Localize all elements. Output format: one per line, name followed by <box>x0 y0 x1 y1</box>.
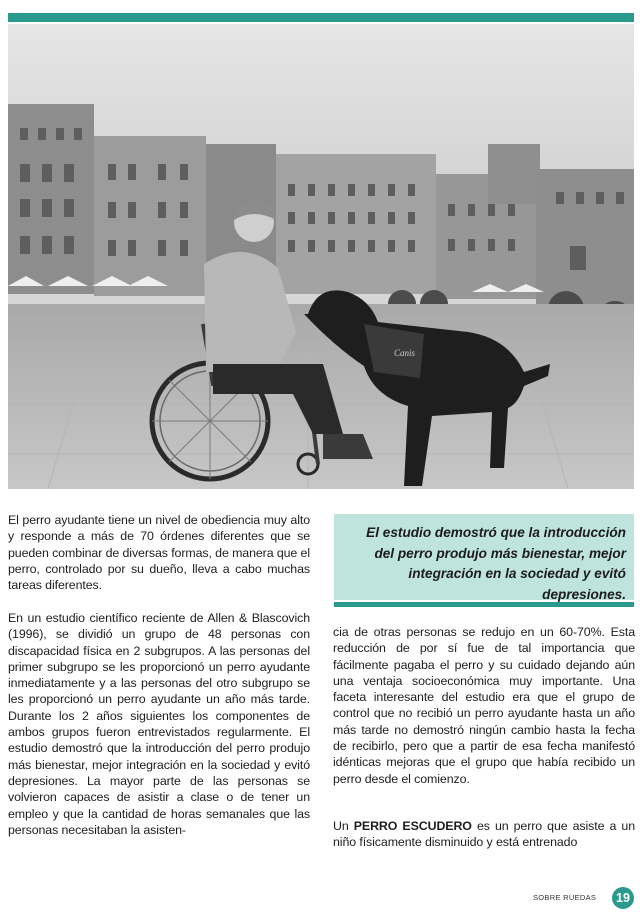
pull-quote-underline <box>334 602 634 607</box>
pull-quote-text: El estudio demostró que la introducción del perro produjo más bienestar, mejor integración en la sociedad y evitó depresiones. <box>366 525 626 602</box>
escudero-rest: es un perro que asiste a un niño físicamente disminuido y está entrenado <box>333 819 635 850</box>
paragraph-study-continued: cia de otras personas se redujo en un 60-70%. Esta reducción de por sí fue de tal importancia que fácilmente pagaba el perro y su cuidado dejando aún una ventaja socioeconómica muy importante. Una faceta interesante del estudio era que el grupo de control que no recibió un perro ayudante hasta un año más tarde no demostró ningún cambio hasta la fecha de recibirlo, pero que a partir de esa fecha manifestó idénticas mejoras que el grupo que había recibido un perro desde el comienzo. <box>333 625 635 786</box>
article-column-left-study <box>8 610 310 852</box>
escudero-term: PERRO ESCUDERO <box>353 819 472 833</box>
paragraph-study: En un estudio científico reciente de Allen & Blascovich (1996), se dividió un grupo de 48 personas con discapacidad física en 2 subgrupos. A las personas del primer subgrupo se les proporcionó un perro ayudante inmediatamente y a las personas del otro subgrupo se les proporcionó un perro ayudante un año más tarde. Durante los 2 años siguientes los componentes de ambos grupos fueron entrevistados regularmente. El estudio demostró que la introducción del perro produjo más bienestar, mejor integración en la sociedad y evitó depresiones. La mayor parte de las personas se volvieron capaces de asistir a clase o de tener un empleo y que la cantidad de horas semanales que las personas necesitaban la asisten- <box>8 611 310 837</box>
article-photo <box>8 24 634 489</box>
pull-quote <box>334 514 634 600</box>
escudero-prefix: Un <box>333 819 349 833</box>
paragraph-escudero <box>333 818 635 851</box>
top-accent-bar <box>8 13 634 22</box>
page-number-badge: 19 <box>612 887 634 909</box>
article-column-right-escudero <box>333 818 635 865</box>
paragraph-intro: El perro ayudante tiene un nivel de obediencia muy alto y responde a más de 70 órdenes diferentes que se pueden combinar de diversas formas, de manera que el perro, controlado por su dueño, lleva a cabo muchas tareas diferentes. <box>8 513 310 593</box>
magazine-name: SOBRE RUEDAS <box>533 893 597 902</box>
dog-vest-label: Canis <box>394 348 416 358</box>
article-column-right-continuation <box>333 624 635 801</box>
article-column-left-intro <box>8 512 310 607</box>
